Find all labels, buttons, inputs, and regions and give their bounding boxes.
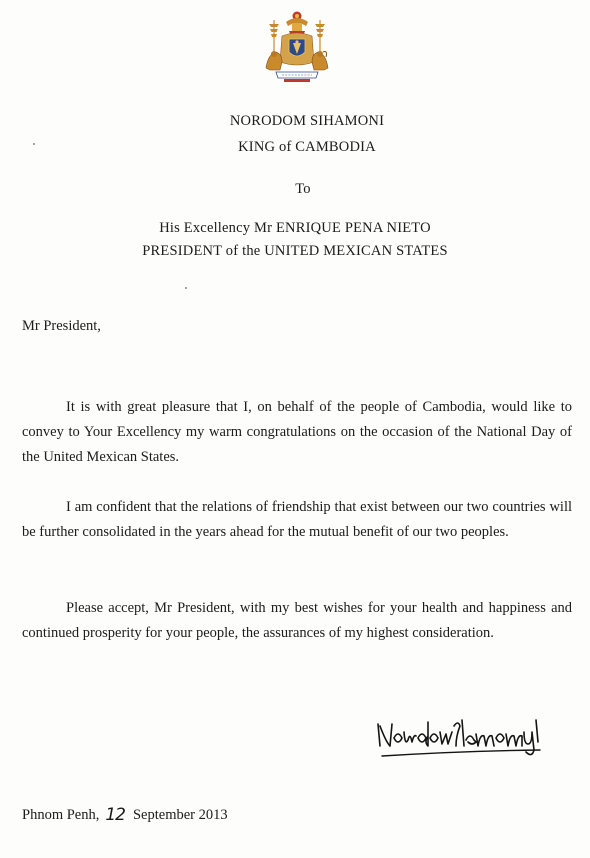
place: Phnom Penh, xyxy=(22,806,100,823)
place-and-date xyxy=(22,805,228,825)
month-year: September 2013 xyxy=(132,806,228,823)
paragraph-2: I am confident that the relations of friendship that exist between our two countries will be further consolidated in the years ahead for the mutual benefit of our two peoples. xyxy=(22,499,572,540)
scan-speck xyxy=(185,287,187,289)
salutation: Mr President, xyxy=(22,318,101,334)
addressee-title: PRESIDENT of the UNITED MEXICAN STATES xyxy=(142,243,448,259)
sender-title: KING of CAMBODIA xyxy=(238,139,376,155)
sender-name: NORODOM SIHAMONI xyxy=(229,113,385,129)
ribbon xyxy=(276,72,318,82)
shield xyxy=(289,39,305,56)
date-day-handwritten: 12 xyxy=(105,805,125,825)
to-label: To xyxy=(295,181,311,197)
crown-top xyxy=(286,12,308,37)
royal-crest-icon xyxy=(262,10,332,86)
paragraph-1: It is with great pleasure that I, on behalf of the people of Cambodia, would like to convey to Your Excellency my warm congratulations on the occasion of the National Day of the United Mexican States. xyxy=(22,399,572,465)
scan-speck xyxy=(33,143,35,145)
signature-icon xyxy=(372,712,548,762)
addressee: His Excellency Mr ENRIQUE PENA NIETO xyxy=(159,220,431,236)
paragraph-3: Please accept, Mr President, with my best wishes for your health and happiness and continued prosperity for your people, the assurances of my highest consideration. xyxy=(22,600,572,641)
